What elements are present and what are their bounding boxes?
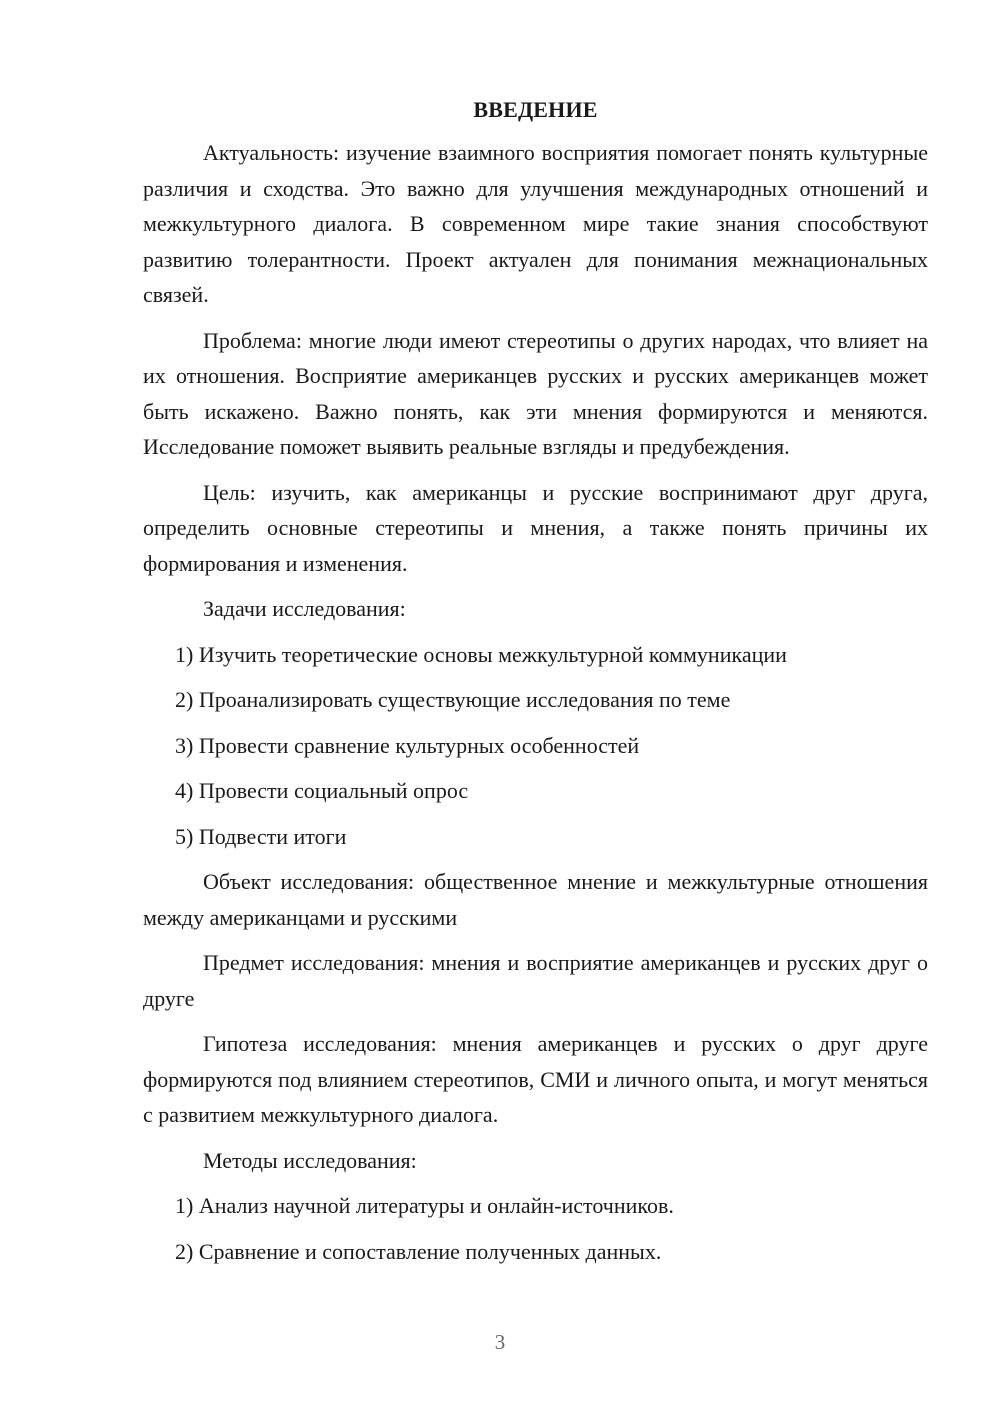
method-item-1: 1) Анализ научной литературы и онлайн-источников. bbox=[175, 1193, 674, 1218]
task-item-3: 3) Провести сравнение культурных особенностей bbox=[175, 732, 640, 758]
task-item-4: 4) Провести социальный опрос bbox=[175, 778, 469, 803]
task-item-5: 5) Подвести итоги bbox=[175, 823, 347, 849]
problem-paragraph: Проблема: многие люди имеют стереотипы о других народах, что влияет на их отношения. Восприятие американцев русских и русских американцев может быть искажено. Важно понять, как эти мнения формируются и меняются. Исследование поможет выявить реальные взгляды и предубеждения. bbox=[143, 327, 928, 459]
method-item-2: 2) Сравнение и сопоставление полученных данных. bbox=[175, 1238, 662, 1264]
goal-paragraph: Цель: изучить, как американцы и русские воспринимают друг друга, определить основные стереотипы и мнения, а также понять причины их формирования и изменения. bbox=[143, 479, 928, 576]
task-item-1: 1) Изучить теоретические основы межкультурной коммуникации bbox=[175, 641, 787, 667]
hypothesis-paragraph: Гипотеза исследования: мнения американцев и русских о друг друге формируются под влиянием стереотипов, СМИ и личного опыта, и могут меняться с развитием межкультурного диалога. bbox=[143, 1031, 928, 1127]
page-number: 3 bbox=[494, 1330, 506, 1354]
tasks-heading: Задачи исследования: bbox=[203, 596, 406, 621]
methods-heading: Методы исследования: bbox=[203, 1147, 417, 1173]
object-paragraph: Объект исследования: общественное мнение и межкультурные отношения между американцами и русскими bbox=[143, 869, 928, 930]
task-item-2: 2) Проанализировать существующие исследования по теме bbox=[175, 687, 731, 712]
relevance-paragraph: Актуальность: изучение взаимного восприятия помогает понять культурные различия и сходства. Это важно для улучшения международных отношений и межкультурного диалога. В современном мире такие знания способствуют развитию толерантности. Проект актуален для понимания межнациональных связей. bbox=[143, 140, 928, 307]
section-heading: ВВЕДЕНИЕ bbox=[473, 97, 598, 122]
subject-paragraph: Предмет исследования: мнения и восприятие американцев и русских друг о друге bbox=[143, 950, 928, 1011]
document-body bbox=[143, 93, 928, 1279]
